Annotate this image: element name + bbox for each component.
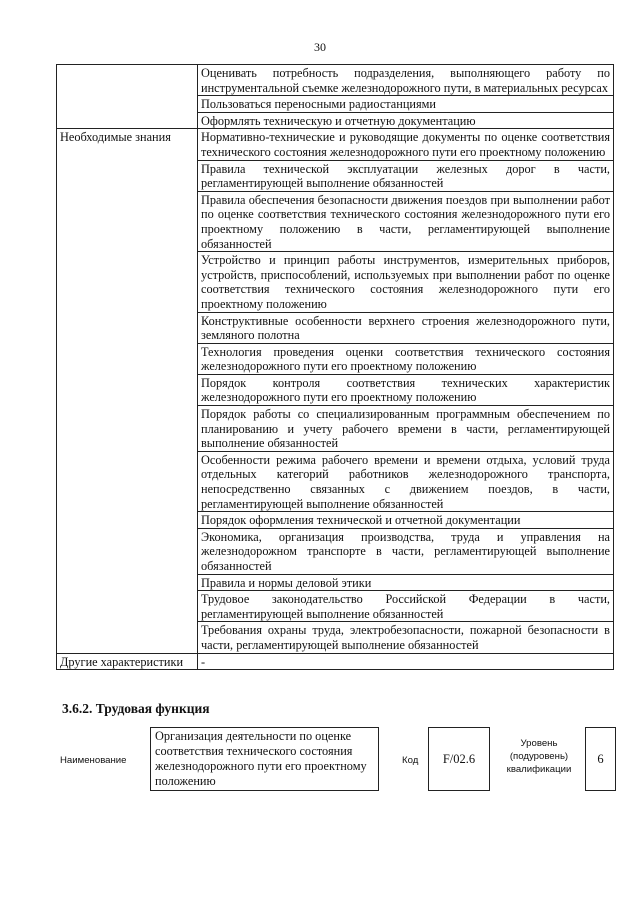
level-label-line1: Уровень <box>520 738 558 749</box>
row-value: Правила технической эксплуатации железных дорог в части, регламентирующей выполнение обязанностей <box>198 160 614 191</box>
level-label-line2: (подуровень) <box>509 751 569 762</box>
row-value: Пользоваться переносными радиостанциями <box>198 96 614 113</box>
competency-table-body <box>57 65 614 670</box>
row-value: Правила и нормы деловой этики <box>198 574 614 591</box>
qualification-level-box <box>585 727 616 791</box>
qualification-level-label <box>499 737 579 776</box>
competency-table <box>56 64 614 670</box>
table-row <box>57 653 614 670</box>
name-label: Наименование <box>60 755 127 766</box>
row-label: Другие характеристики <box>57 653 198 670</box>
row-value: - <box>198 653 614 670</box>
row-value: Экономика, организация производства, труда и управления на железнодорожном транспорте в части, регламентирующей выполнение обязанностей <box>198 528 614 574</box>
code-label: Код <box>402 755 419 766</box>
row-value: Оценивать потребность подразделения, выполняющего работу по инструментальной съемке железнодорожного пути, в материальных ресурсах <box>198 65 614 96</box>
row-value: Технология проведения оценки соответствия технического состояния железнодорожного пути его проектному положению <box>198 343 614 374</box>
page-number: 30 <box>314 40 326 54</box>
row-label <box>57 65 198 129</box>
row-value: Оформлять техническую и отчетную документацию <box>198 112 614 129</box>
row-value: Трудовое законодательство Российской Федерации в части, регламентирующей выполнение обязанностей <box>198 591 614 622</box>
function-code-box <box>428 727 490 791</box>
row-value: Порядок работы со специализированным программным обеспечением по планированию и учету рабочего времени в части, регламентирующей выполнение обязанностей <box>198 406 614 452</box>
row-value: Требования охраны труда, электробезопасности, пожарной безопасности в части, регламентирующей выполнение обязанностей <box>198 622 614 653</box>
level-label-line3: квалификации <box>506 764 572 775</box>
function-code-value: F/02.6 <box>442 751 476 766</box>
row-value: Устройство и принцип работы инструментов, измерительных приборов, устройств, приспособлений, используемых при выполнении работ по оценке соответствия технического состояния железнодорожного пути его проектному положению <box>198 252 614 312</box>
labor-function-header <box>56 727 616 797</box>
function-name-box: Организация деятельности по оценке соответствия технического состояния железнодорожного пути его проектному положению <box>150 727 379 791</box>
row-value: Конструктивные особенности верхнего строения железнодорожного пути, земляного полотна <box>198 312 614 343</box>
table-row <box>57 129 614 160</box>
row-value: Нормативно-технические и руководящие документы по оценке соответствия технического состояния железнодорожного пути его проектному положению <box>198 129 614 160</box>
row-value: Правила обеспечения безопасности движения поездов при выполнении работ по оценке соответствия технического состояния железнодорожного пути его проектному положению в части, регламентирующей выполнение обязанностей <box>198 191 614 251</box>
table-row <box>57 65 614 96</box>
row-value: Порядок оформления технической и отчетной документации <box>198 512 614 529</box>
row-label: Необходимые знания <box>57 129 198 653</box>
qualification-level-value: 6 <box>597 751 604 766</box>
section-heading: 3.6.2. Трудовая функция <box>62 701 210 716</box>
row-value: Порядок контроля соответствия технических характеристик железнодорожного пути его проектному положению <box>198 374 614 405</box>
row-value: Особенности режима рабочего времени и времени отдыха, условий труда отдельных категорий работников железнодорожного транспорта, непосредственно связанных с движением поездов, в части, регламентирующей выполнение обязанностей <box>198 451 614 511</box>
